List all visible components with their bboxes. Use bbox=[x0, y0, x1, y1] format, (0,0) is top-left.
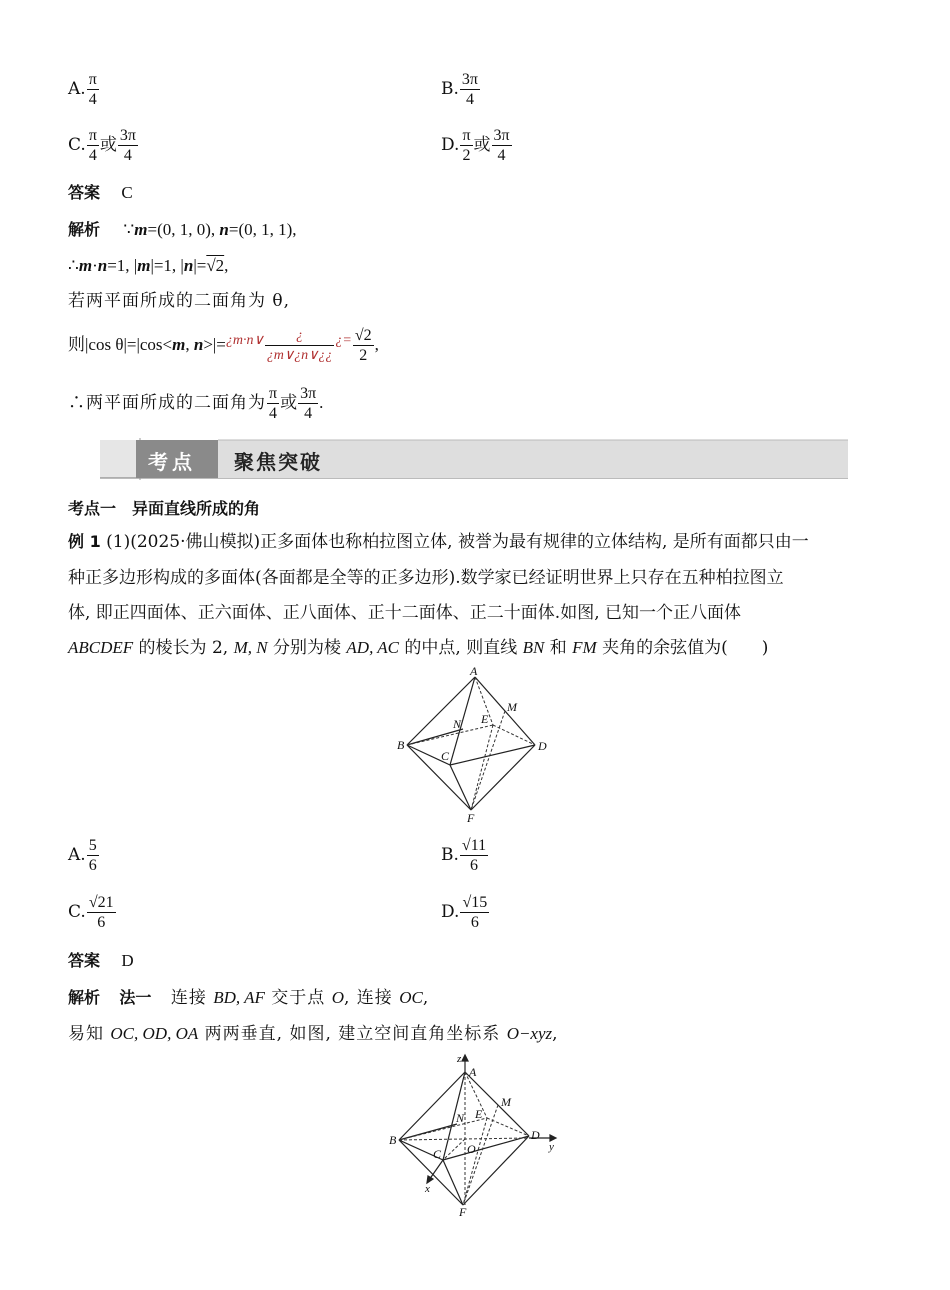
denominator: 4 bbox=[123, 147, 132, 164]
garbled-formula-right: ¿= bbox=[335, 333, 352, 348]
or-text: 或 bbox=[99, 135, 117, 155]
vector-m: m bbox=[172, 335, 186, 354]
edge-ed bbox=[487, 1118, 529, 1136]
numerator: 5 bbox=[88, 837, 97, 854]
option-c-fraction-1 bbox=[87, 126, 99, 165]
answer-value: D bbox=[121, 951, 134, 970]
vector-n-value: =(0, 1, 1), bbox=[228, 220, 297, 239]
text: 连接 bbox=[170, 988, 214, 1008]
solution-1-line-5 bbox=[68, 384, 323, 423]
coordinate-system: O−xyz bbox=[506, 1024, 553, 1043]
numerator: π bbox=[462, 127, 471, 144]
numerator: π bbox=[269, 385, 278, 402]
option-a bbox=[68, 70, 100, 109]
method-label: 法一 bbox=[119, 988, 152, 1007]
label-e: E bbox=[475, 1107, 483, 1121]
text: 易知 bbox=[68, 1024, 111, 1044]
edge-df bbox=[471, 745, 535, 810]
denominator: 4 bbox=[304, 405, 313, 422]
z-arrow bbox=[462, 1055, 468, 1061]
text: ∴两平面所成的二面角为 bbox=[68, 393, 266, 413]
option-fraction bbox=[87, 836, 99, 875]
example-1-line-4 bbox=[68, 637, 768, 659]
or-text: 或 bbox=[473, 135, 491, 155]
denominator: 2 bbox=[462, 147, 471, 164]
edge-be bbox=[407, 725, 493, 745]
option-d-fraction-1 bbox=[460, 126, 472, 165]
label-c: C bbox=[433, 1147, 442, 1161]
text: 夹角的余弦值为( ) bbox=[596, 638, 769, 658]
label-m: M bbox=[507, 700, 517, 714]
result-fraction bbox=[353, 326, 374, 365]
label-n: N bbox=[456, 1111, 465, 1125]
text: 的棱长为 2, bbox=[133, 638, 234, 658]
label-n: N bbox=[453, 717, 462, 731]
vector-m: m bbox=[137, 256, 151, 275]
option-a-2 bbox=[68, 836, 100, 875]
denominator: 4 bbox=[88, 147, 97, 164]
numerator: 3π bbox=[119, 127, 136, 144]
text: 和 bbox=[544, 638, 573, 658]
numerator: √15 bbox=[462, 894, 488, 911]
text: =1, | bbox=[107, 256, 138, 275]
numerator: 3π bbox=[300, 385, 317, 402]
option-fraction bbox=[460, 893, 489, 932]
edge-cf bbox=[450, 765, 471, 810]
solution-1-line-3: 若两平面所成的二面角为 θ, bbox=[68, 291, 291, 311]
banner-graphic bbox=[100, 438, 848, 480]
label-y: y bbox=[549, 1141, 554, 1153]
vector-n: n bbox=[97, 256, 108, 275]
solution-1-line-4 bbox=[68, 326, 379, 365]
point-o: O bbox=[331, 988, 344, 1007]
text: 两两垂直, 如图, 建立空间直角坐标系 bbox=[198, 1024, 507, 1044]
option-fraction bbox=[87, 893, 116, 932]
option-d bbox=[441, 126, 513, 165]
therefore-symbol: ∴ bbox=[68, 256, 79, 275]
option-c-fraction-2 bbox=[118, 126, 138, 165]
denominator: 2 bbox=[359, 347, 368, 364]
text: 的中点, 则直线 bbox=[398, 638, 523, 658]
option-b-label: B. bbox=[441, 79, 459, 99]
solution-1-line-1 bbox=[68, 219, 297, 241]
banner-left-text: 考点 bbox=[148, 450, 196, 474]
text: |= bbox=[193, 256, 207, 275]
denominator: ¿m∨¿n∨¿¿ bbox=[266, 348, 333, 363]
line-bn: BN bbox=[522, 638, 545, 657]
denominator: 4 bbox=[497, 147, 506, 164]
numerator: π bbox=[88, 127, 97, 144]
comma: , bbox=[185, 335, 194, 354]
label-a: A bbox=[470, 665, 478, 678]
example-text: (1)(2025·佛山模拟)正多面体也称柏拉图立体, 被誉为最有规律的立体结构, 是所有面都只由一 bbox=[106, 532, 809, 552]
text: 交于点 bbox=[264, 988, 332, 1008]
edge-cd bbox=[450, 745, 535, 765]
label-f: F bbox=[459, 1205, 467, 1219]
numerator: √2 bbox=[354, 327, 372, 344]
edge-ef bbox=[471, 725, 493, 810]
label-e: E bbox=[481, 712, 489, 726]
cos-prefix: 则|cos θ|=|cos< bbox=[68, 335, 173, 354]
option-d-fraction-2 bbox=[492, 126, 512, 165]
octahedron-figure bbox=[395, 665, 560, 825]
denominator: 6 bbox=[470, 914, 479, 931]
denominator: 4 bbox=[88, 91, 97, 108]
label-x: x bbox=[425, 1183, 430, 1195]
answer-value: C bbox=[121, 183, 133, 202]
denominator: 6 bbox=[88, 857, 97, 874]
option-b-fraction bbox=[460, 70, 480, 109]
banner-right-text: 聚焦突破 bbox=[234, 450, 322, 474]
garbled-formula-left: ¿m·n∨ bbox=[225, 333, 264, 348]
example-1-line-1 bbox=[68, 531, 809, 553]
solution-2-line-1 bbox=[68, 987, 428, 1009]
option-label: A. bbox=[68, 845, 86, 865]
text: 分别为棱 bbox=[267, 638, 347, 658]
edge-ad bbox=[465, 1072, 529, 1136]
numerator: √11 bbox=[461, 837, 487, 854]
numerator: 3π bbox=[461, 71, 478, 88]
label-d: D bbox=[538, 739, 547, 753]
fraction-2 bbox=[298, 384, 318, 423]
points-mn: M, N bbox=[233, 638, 268, 657]
edges-ad-ac: AD, AC bbox=[346, 638, 399, 657]
numerator: π bbox=[88, 71, 97, 88]
answer-label: 答案 bbox=[68, 183, 101, 202]
edge-bf bbox=[407, 745, 471, 810]
section-banner bbox=[100, 438, 848, 480]
label-f: F bbox=[467, 811, 475, 825]
line-oc: OC bbox=[399, 988, 423, 1007]
option-d-2 bbox=[441, 893, 490, 932]
label-o: O bbox=[467, 1142, 476, 1156]
label-d: D bbox=[531, 1128, 540, 1142]
sqrt-two: √2 bbox=[206, 256, 225, 275]
option-d-label: D. bbox=[441, 135, 460, 155]
text: , bbox=[422, 988, 429, 1008]
label-m: M bbox=[501, 1095, 511, 1109]
text: >|= bbox=[203, 335, 226, 354]
option-b bbox=[441, 70, 481, 109]
edge-ab bbox=[399, 1072, 465, 1140]
option-b-2 bbox=[441, 836, 489, 875]
vector-m: m bbox=[78, 256, 93, 275]
vector-m-value: =(0, 1, 0), bbox=[147, 220, 220, 239]
garbled-fraction bbox=[265, 326, 335, 365]
option-label: D. bbox=[441, 902, 460, 922]
denominator: 4 bbox=[465, 91, 474, 108]
label-z: z bbox=[457, 1053, 462, 1065]
label-a: A bbox=[469, 1065, 477, 1079]
solid-name: ABCDEF bbox=[68, 638, 134, 657]
numerator: √21 bbox=[88, 894, 114, 911]
denominator: 6 bbox=[97, 914, 106, 931]
vector-n: n bbox=[219, 220, 229, 239]
label-b: B bbox=[397, 738, 405, 752]
dot-symbol: · bbox=[92, 256, 98, 275]
text: |=1, | bbox=[150, 256, 184, 275]
because-symbol: ∵ bbox=[123, 220, 135, 239]
solution-label: 解析 bbox=[68, 220, 101, 239]
or-text: 或 bbox=[280, 393, 298, 413]
vector-n: n bbox=[183, 256, 194, 275]
option-fraction bbox=[460, 836, 488, 875]
denominator: 6 bbox=[470, 857, 478, 874]
edge-cf bbox=[443, 1160, 463, 1205]
x-arrow bbox=[427, 1176, 433, 1183]
option-a-label: A. bbox=[68, 79, 86, 99]
text: . bbox=[319, 393, 324, 412]
answer-label: 答案 bbox=[68, 951, 101, 970]
text: , bbox=[374, 335, 379, 354]
section-title: 考点一 异面直线所成的角 bbox=[68, 499, 261, 518]
answer-1 bbox=[68, 182, 133, 204]
option-c bbox=[68, 126, 139, 165]
answer-2 bbox=[68, 950, 134, 972]
numerator: ¿ bbox=[265, 326, 335, 346]
example-1-line-3: 体, 即正四面体、正六面体、正八面体、正十二面体、正二十面体.如图, 已知一个正八面体 bbox=[68, 603, 742, 623]
example-1-line-2: 种正多边形构成的多面体(各面都是全等的正多边形).数学家已经证明世界上只存在五种柏拉图立 bbox=[68, 568, 784, 588]
label-b: B bbox=[389, 1133, 397, 1147]
line-fm: FM bbox=[572, 638, 597, 657]
solution-1-line-2 bbox=[68, 255, 228, 277]
option-a-fraction bbox=[87, 70, 99, 109]
fraction-1 bbox=[267, 384, 279, 423]
option-label: C. bbox=[68, 902, 86, 922]
option-c-2 bbox=[68, 893, 117, 932]
vector-n: n bbox=[193, 335, 204, 354]
solution-2-line-2 bbox=[68, 1023, 558, 1045]
lines-bd-af: BD, AF bbox=[213, 988, 265, 1007]
option-c-label: C. bbox=[68, 135, 86, 155]
solution-label: 解析 bbox=[68, 988, 101, 1007]
lines-oc-od-oa: OC, OD, OA bbox=[110, 1024, 199, 1043]
option-label: B. bbox=[441, 845, 459, 865]
vector-m: m bbox=[134, 220, 148, 239]
octahedron-axes-figure bbox=[385, 1050, 565, 1220]
numerator: 3π bbox=[493, 127, 510, 144]
label-c: C bbox=[441, 749, 450, 763]
denominator: 4 bbox=[269, 405, 278, 422]
text: , bbox=[224, 256, 229, 275]
text: , bbox=[552, 1024, 558, 1044]
text: , 连接 bbox=[343, 988, 400, 1008]
example-label: 例 1 bbox=[68, 532, 101, 551]
